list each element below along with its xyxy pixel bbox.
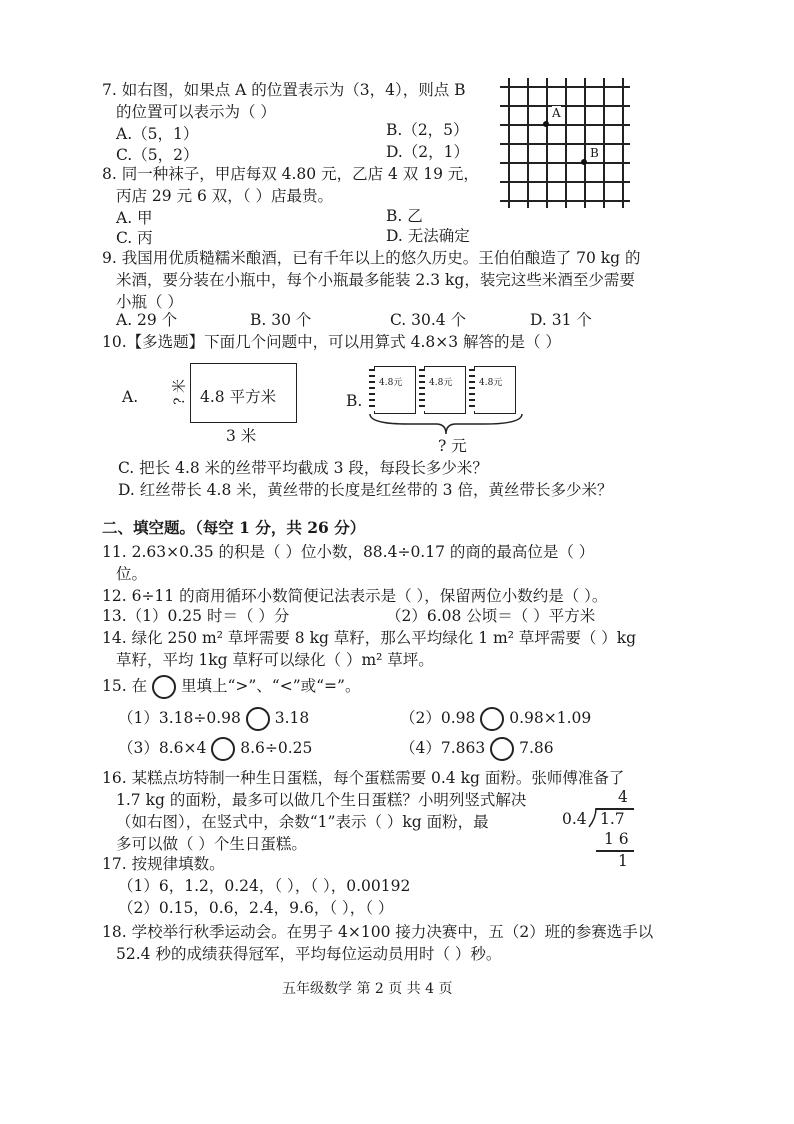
- answer-circle-1[interactable]: [246, 707, 270, 731]
- answer-circle-2[interactable]: [480, 707, 504, 731]
- q15-item-2-right: 0.98×1.09: [509, 709, 592, 727]
- q15-item-4-right: 7.86: [519, 739, 554, 757]
- q9-line2: 米酒，要分装在小瓶中，每个小瓶最多能装 2.3 kg，装完这些米酒至少需要: [116, 271, 635, 289]
- division-dividend: 1.7: [600, 810, 625, 828]
- q15-item-3-right: 8.6÷0.25: [240, 739, 313, 757]
- q10-label-a: A.: [122, 388, 139, 406]
- q18-line2: 52.4 秒的成绩获得冠军，平均每位运动员用时（ ）秒。: [116, 945, 502, 963]
- q15-item-4: [400, 736, 554, 761]
- q13-part2: （2）6.08 公顷＝（ ）平方米: [386, 607, 596, 625]
- q16-line4: 多可以做（ ）个生日蛋糕。: [116, 835, 307, 853]
- q14-line1: 14. 绿化 250 m² 草坪需要 8 kg 草籽，那么平均绿化 1 m² 草坪需要（ ）kg: [102, 629, 637, 647]
- q7-line1: 7. 如右图，如果点 A 的位置表示为（3，4），则点 B: [102, 81, 466, 99]
- answer-circle-3[interactable]: [211, 737, 235, 761]
- compare-circle-icon: [152, 675, 176, 699]
- q8-line2: 丙店 29 元 6 双，（ ）店最贵。: [116, 187, 333, 205]
- q7-option-c: C.（5，2）: [116, 146, 199, 164]
- q15-item-1-right: 3.18: [274, 709, 310, 727]
- q15-item-1: [118, 706, 309, 731]
- q13-part1: 13.（1）0.25 时＝（ ）分: [102, 607, 290, 625]
- q10-area-label: 4.8 平方米: [200, 388, 277, 406]
- q16-line3: （如右图），在竖式中，余数“1”表示（ ）kg 面粉，最: [116, 813, 489, 831]
- q10-side-label: ? 米: [171, 379, 188, 405]
- q10-option-d: D. 红丝带长 4.8 米，黄丝带的长度是红丝带的 3 倍，黄丝带长多少米？: [118, 481, 613, 499]
- q17-line1: 17. 按规律填数。: [102, 855, 225, 873]
- q7-option-a: A.（5，1）: [116, 125, 199, 143]
- notebook-2: [424, 366, 466, 414]
- q15-item-3: [118, 736, 312, 761]
- answer-circle-4[interactable]: [490, 737, 514, 761]
- q16-line1: 16. 某糕点坊特制一种生日蛋糕，每个蛋糕需要 0.4 kg 面粉。张师傅准备了: [102, 769, 625, 787]
- q17-sequence-1: （1）6，1.2，0.24，（ ），（ ），0.00192: [118, 877, 411, 895]
- notebook-2-price: 4.8元: [429, 378, 453, 388]
- q9-line3: 小瓶（ ）: [116, 293, 183, 311]
- total-brace: [368, 412, 524, 436]
- q10-total-label: ? 元: [438, 437, 467, 455]
- q10-line1: 10.【多选题】下面几个问题中，可以用算式 4.8×3 解答的是（ ）: [102, 333, 561, 351]
- notebook-1-price: 4.8元: [379, 378, 403, 388]
- point-b: [581, 159, 587, 165]
- notebook-3-price: 4.8元: [479, 378, 503, 388]
- q12-line1: 12. 6÷11 的商用循环小数简便记法表示是（ ），保留两位小数约是（ ）。: [102, 587, 608, 605]
- q9-option-a: A. 29 个: [116, 311, 178, 329]
- q10-option-c: C. 把长 4.8 米的丝带平均截成 3 段，每段长多少米？: [118, 459, 488, 477]
- q10-label-b: B.: [346, 392, 363, 410]
- division-bracket: [588, 806, 598, 828]
- q16-line2: 1.7 kg 的面粉，最多可以做几个生日蛋糕？小明列竖式解决: [116, 791, 527, 809]
- q9-option-d: D. 31 个: [530, 311, 592, 329]
- page-footer: 五年级数学 第 2 页 共 4 页: [282, 981, 453, 997]
- q8-option-d: D. 无法确定: [386, 227, 470, 245]
- q8-option-c: C. 丙: [116, 229, 153, 247]
- q15-item-2-left: （2）0.98: [400, 709, 476, 727]
- notebook-1: [374, 366, 416, 414]
- q15-item-1-left: （1）3.18÷0.98: [118, 709, 241, 727]
- division-subtract-line: [596, 850, 634, 852]
- division-product: 1 6: [604, 830, 629, 848]
- q15-instruction-b: 里填上“>”、“<”或“=”。: [180, 677, 361, 695]
- q7-option-b: B.（2，5）: [386, 121, 469, 139]
- point-a: [543, 121, 549, 127]
- q9-option-c: C. 30.4 个: [390, 311, 467, 329]
- q11-line1: 11. 2.63×0.35 的积是（ ）位小数，88.4÷0.17 的商的最高位是（ ）: [102, 543, 595, 561]
- q7-line2: 的位置可以表示为（ ）: [116, 103, 276, 121]
- q17-sequence-2: （2）0.15，0.6，2.4，9.6，（ ），（ ）: [118, 899, 394, 917]
- division-quotient: 4: [618, 788, 628, 806]
- q10-bottom-label: 3 米: [226, 427, 257, 445]
- q8-option-b: B. 乙: [386, 207, 423, 225]
- q15-instruction: [102, 674, 360, 699]
- q15-instruction-a: 15. 在: [102, 677, 148, 695]
- section-2-title: 二、填空题。（每空 1 分，共 26 分）: [102, 518, 366, 537]
- q7-option-d: D.（2，1）: [386, 143, 470, 161]
- q9-option-b: B. 30 个: [250, 311, 312, 329]
- point-a-label: A: [552, 106, 561, 120]
- division-divisor: 0.4: [562, 810, 587, 828]
- point-b-label: B: [590, 146, 599, 160]
- q15-item-3-left: （3）8.6×4: [118, 739, 207, 757]
- coordinate-grid: [500, 78, 630, 208]
- q8-line1: 8. 同一种袜子，甲店每双 4.80 元，乙店 4 双 19 元，: [102, 165, 479, 183]
- division-remainder: 1: [618, 852, 628, 870]
- q15-item-2: [400, 706, 591, 731]
- notebook-3: [474, 366, 516, 414]
- q11-line2: 位。: [116, 565, 148, 583]
- q18-line1: 18. 学校举行秋季运动会。在男子 4×100 接力决赛中，五（2）班的参赛选手以: [102, 923, 654, 941]
- q9-line1: 9. 我国用优质糙糯米酿酒，已有千年以上的悠久历史。王伯伯酿造了 70 kg 的: [102, 249, 641, 267]
- q14-line2: 草籽，平均 1kg 草籽可以绿化（ ）m² 草坪。: [116, 651, 434, 669]
- q8-option-a: A. 甲: [116, 209, 153, 227]
- q15-item-4-left: （4）7.863: [400, 739, 486, 757]
